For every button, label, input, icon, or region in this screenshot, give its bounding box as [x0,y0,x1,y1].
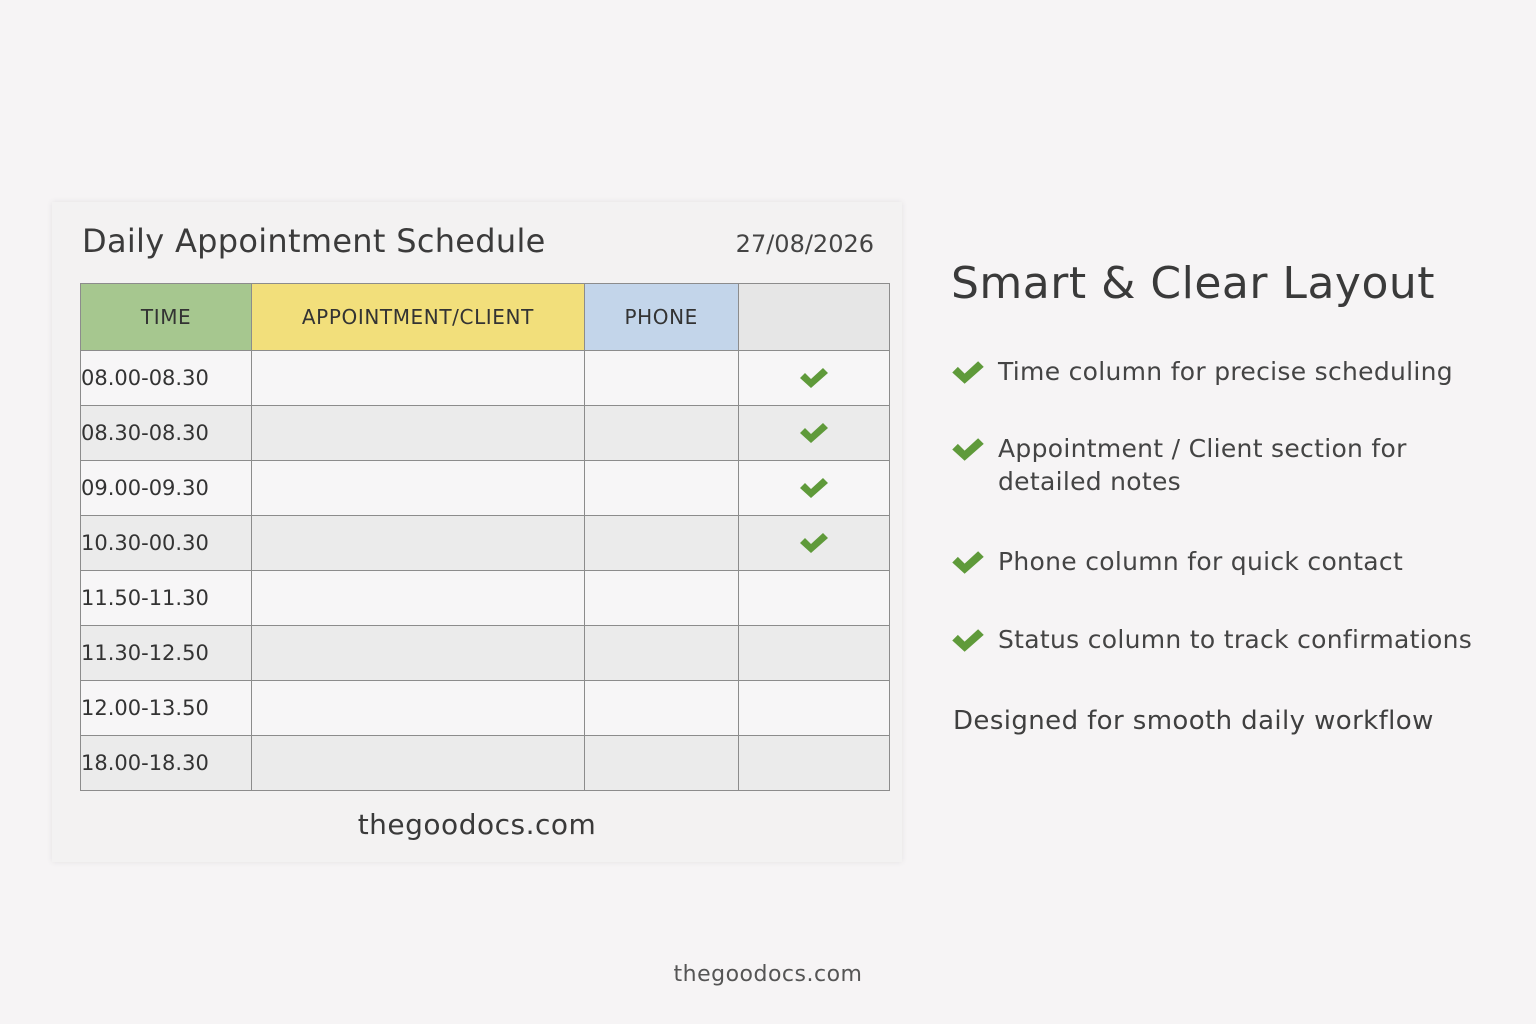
phone-cell[interactable] [584,626,738,681]
table-row [81,351,890,406]
checkmark-icon [950,627,986,655]
table-row [81,681,890,736]
table-row [81,626,890,681]
checkmark-icon [950,359,986,387]
appointment-cell[interactable] [252,626,584,681]
table-row [81,516,890,571]
phone-cell[interactable] [584,461,738,516]
status-cell[interactable] [738,626,889,681]
feature-text: Appointment / Client section for detailed notes [998,434,1407,496]
tagline: Designed for smooth daily workflow [953,706,1434,736]
appointment-cell[interactable] [252,351,584,406]
checkmark-icon [798,531,830,555]
schedule-title: Daily Appointment Schedule [82,222,546,260]
feature-text: Time column for precise scheduling [998,357,1453,386]
phone-cell[interactable] [584,681,738,736]
status-cell[interactable] [738,516,889,571]
status-cell[interactable] [738,571,889,626]
phone-cell[interactable] [584,516,738,571]
appointment-cell[interactable] [252,516,584,571]
feature-text: Status column to track confirmations [998,625,1473,654]
phone-cell[interactable] [584,351,738,406]
time-cell: 09.00-09.30 [81,461,252,516]
schedule-date: 27/08/2026 [735,230,874,258]
time-cell: 18.00-18.30 [81,736,252,791]
time-cell: 08.00-08.30 [81,351,252,406]
time-cell: 11.30-12.50 [81,626,252,681]
phone-cell[interactable] [584,406,738,461]
status-cell[interactable] [738,736,889,791]
card-footer-brand: thegoodocs.com [357,808,597,841]
table-row [81,461,890,516]
header-status [738,284,889,351]
appointment-cell[interactable] [252,736,584,791]
header-time: TIME [81,284,252,351]
header-phone: PHONE [584,284,738,351]
time-cell: 11.50-11.30 [81,571,252,626]
schedule-table [80,283,890,791]
time-cell: 12.00-13.50 [81,681,252,736]
header-appointment-client: APPOINTMENT/CLIENT [252,284,584,351]
page-footer-brand: thegoodocs.com [673,962,863,987]
checkmark-icon [798,421,830,445]
table-body [81,351,890,791]
status-cell[interactable] [738,351,889,406]
checkmark-icon [950,549,986,577]
schedule-card [52,202,902,862]
features-title: Smart & Clear Layout [951,258,1436,309]
appointment-cell[interactable] [252,681,584,736]
appointment-cell[interactable] [252,571,584,626]
feature-text: Phone column for quick contact [998,547,1404,576]
phone-cell[interactable] [584,736,738,791]
status-cell[interactable] [738,681,889,736]
table-row [81,406,890,461]
time-cell: 10.30-00.30 [81,516,252,571]
table-row [81,736,890,791]
checkmark-icon [798,366,830,390]
time-cell: 08.30-08.30 [81,406,252,461]
table-header-row [81,284,890,351]
checkmark-icon [798,476,830,500]
status-cell[interactable] [738,406,889,461]
table-row [81,571,890,626]
status-cell[interactable] [738,461,889,516]
phone-cell[interactable] [584,571,738,626]
appointment-cell[interactable] [252,406,584,461]
appointment-cell[interactable] [252,461,584,516]
checkmark-icon [950,436,986,464]
